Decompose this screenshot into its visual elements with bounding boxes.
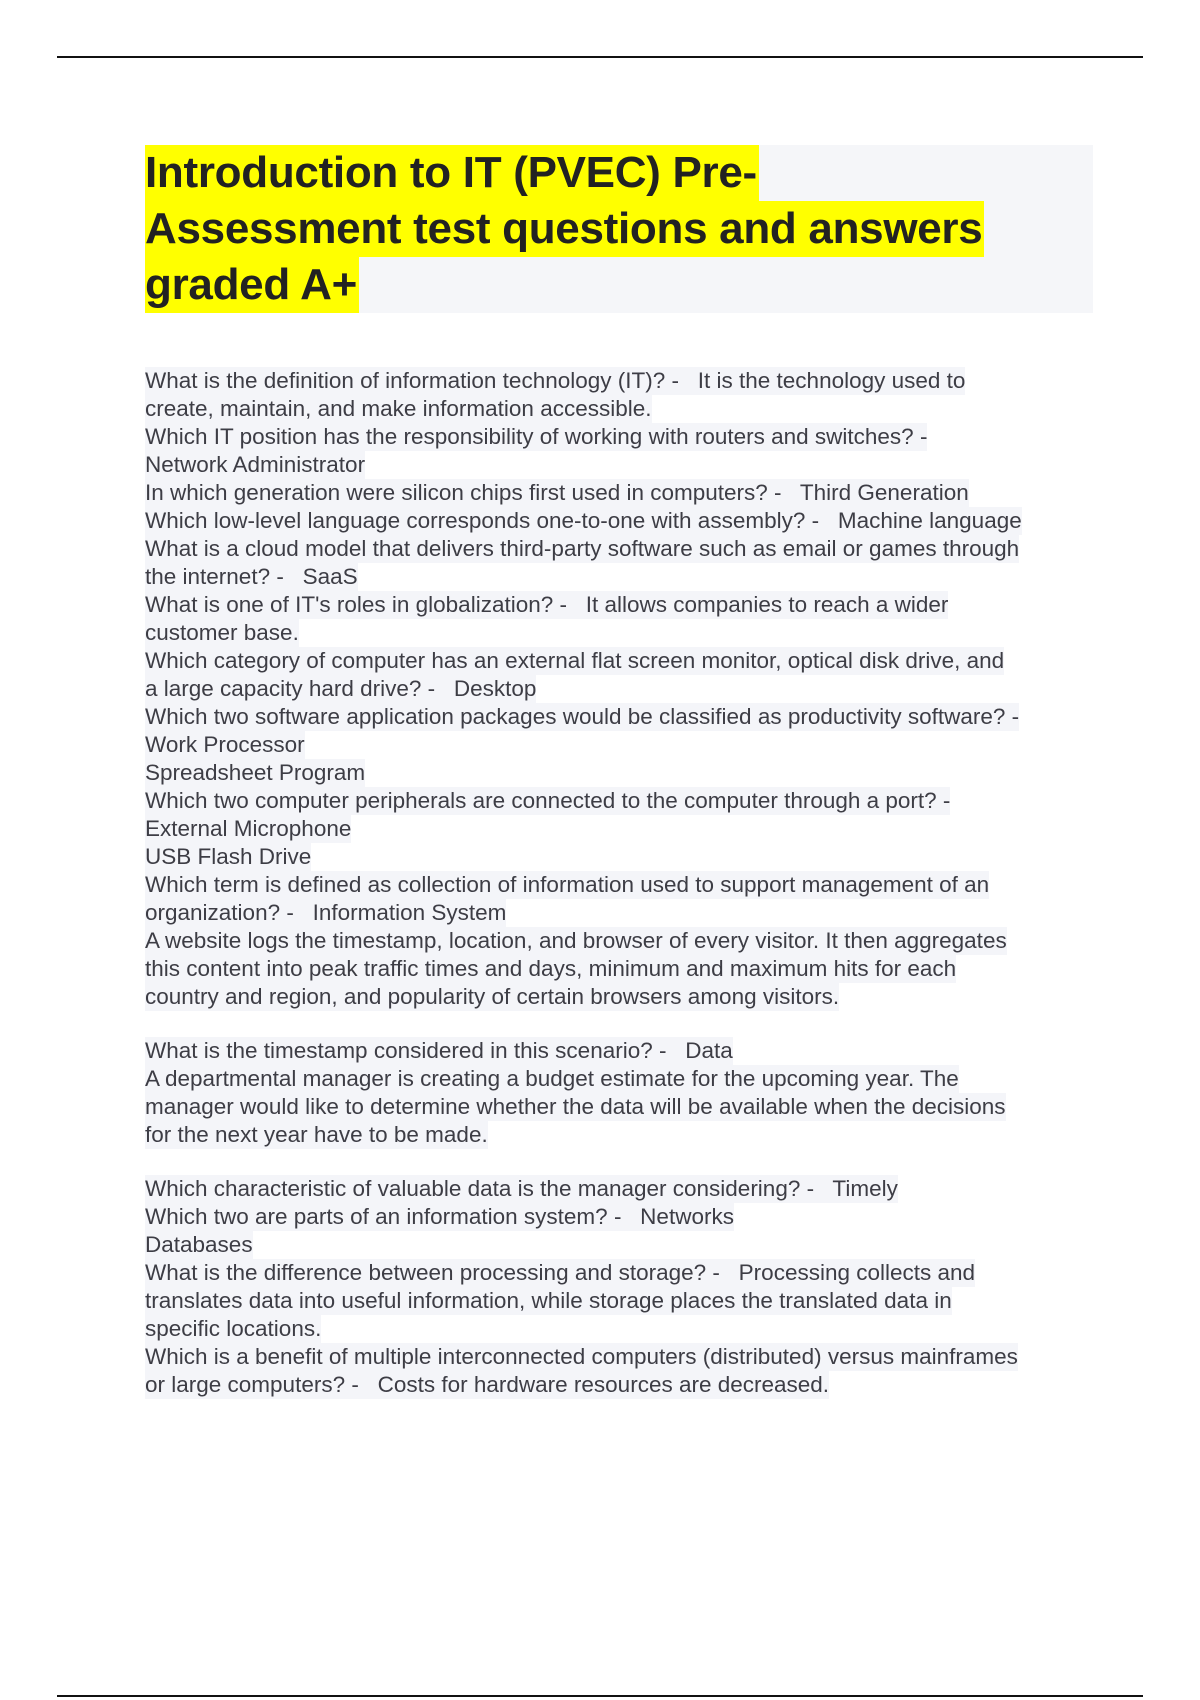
text-line: External Microphone <box>145 816 352 841</box>
question-answer-list <box>145 367 1093 1399</box>
text-line: A departmental manager is creating a budget estimate for the upcoming year. The <box>145 1066 959 1091</box>
text-line: organization? - Information System <box>145 900 507 925</box>
text-line: In which generation were silicon chips first used in computers? - Third Generation <box>145 480 969 505</box>
text-line: What is one of IT's roles in globalization? - It allows companies to reach a wider <box>145 592 949 617</box>
title-block <box>145 145 1093 313</box>
text-line: this content into peak traffic times and days, minimum and maximum hits for each <box>145 956 957 981</box>
title-line-2: Assessment test questions and answers <box>145 201 984 257</box>
text-line: Work Processor <box>145 732 305 757</box>
text-line: Which low-level language corresponds one-to-one with assembly? - Machine language <box>145 508 1022 533</box>
text-line: Databases <box>145 1232 253 1257</box>
title-line-1: Introduction to IT (PVEC) Pre- <box>145 145 759 201</box>
paragraph-gap <box>145 1011 1093 1037</box>
text-line: Which characteristic of valuable data is the manager considering? - Timely <box>145 1176 898 1201</box>
bottom-rule <box>57 1695 1143 1697</box>
text-line: Which two software application packages would be classified as productivity software? - <box>145 704 1020 729</box>
text-line: What is the timestamp considered in this scenario? - Data <box>145 1038 733 1063</box>
text-line: Which IT position has the responsibility of working with routers and switches? - <box>145 424 928 449</box>
text-line: Which two computer peripherals are connected to the computer through a port? - <box>145 788 951 813</box>
text-line: for the next year have to be made. <box>145 1122 488 1147</box>
text-line: What is a cloud model that delivers third-party software such as email or games through <box>145 536 1020 561</box>
text-line: What is the difference between processing and storage? - Processing collects and <box>145 1260 976 1285</box>
title-line-3: graded A+ <box>145 257 359 313</box>
text-line: A website logs the timestamp, location, and browser of every visitor. It then aggregates <box>145 928 1007 953</box>
text-line: or large computers? - Costs for hardware resources are decreased. <box>145 1372 830 1397</box>
text-line: a large capacity hard drive? - Desktop <box>145 676 537 701</box>
text-line: the internet? - SaaS <box>145 564 358 589</box>
page-title <box>145 145 1093 313</box>
text-line: Which is a benefit of multiple interconnected computers (distributed) versus mainframes <box>145 1344 1018 1369</box>
text-line: Network Administrator <box>145 452 366 477</box>
paragraph-gap <box>145 1149 1093 1175</box>
text-line: country and region, and popularity of certain browsers among visitors. <box>145 984 840 1009</box>
text-line: Spreadsheet Program <box>145 760 366 785</box>
text-line: specific locations. <box>145 1316 322 1341</box>
text-line: USB Flash Drive <box>145 844 312 869</box>
text-line: customer base. <box>145 620 299 645</box>
text-line: What is the definition of information technology (IT)? - It is the technology used to <box>145 368 966 393</box>
text-line: Which term is defined as collection of information used to support management of an <box>145 872 990 897</box>
text-line: translates data into useful information, while storage places the translated data in <box>145 1288 952 1313</box>
top-rule <box>57 56 1143 58</box>
text-line: create, maintain, and make information accessible. <box>145 396 652 421</box>
text-line: Which category of computer has an external flat screen monitor, optical disk drive, and <box>145 648 1005 673</box>
text-line: manager would like to determine whether the data will be available when the decisions <box>145 1094 1006 1119</box>
text-line: Which two are parts of an information system? - Networks <box>145 1204 734 1229</box>
